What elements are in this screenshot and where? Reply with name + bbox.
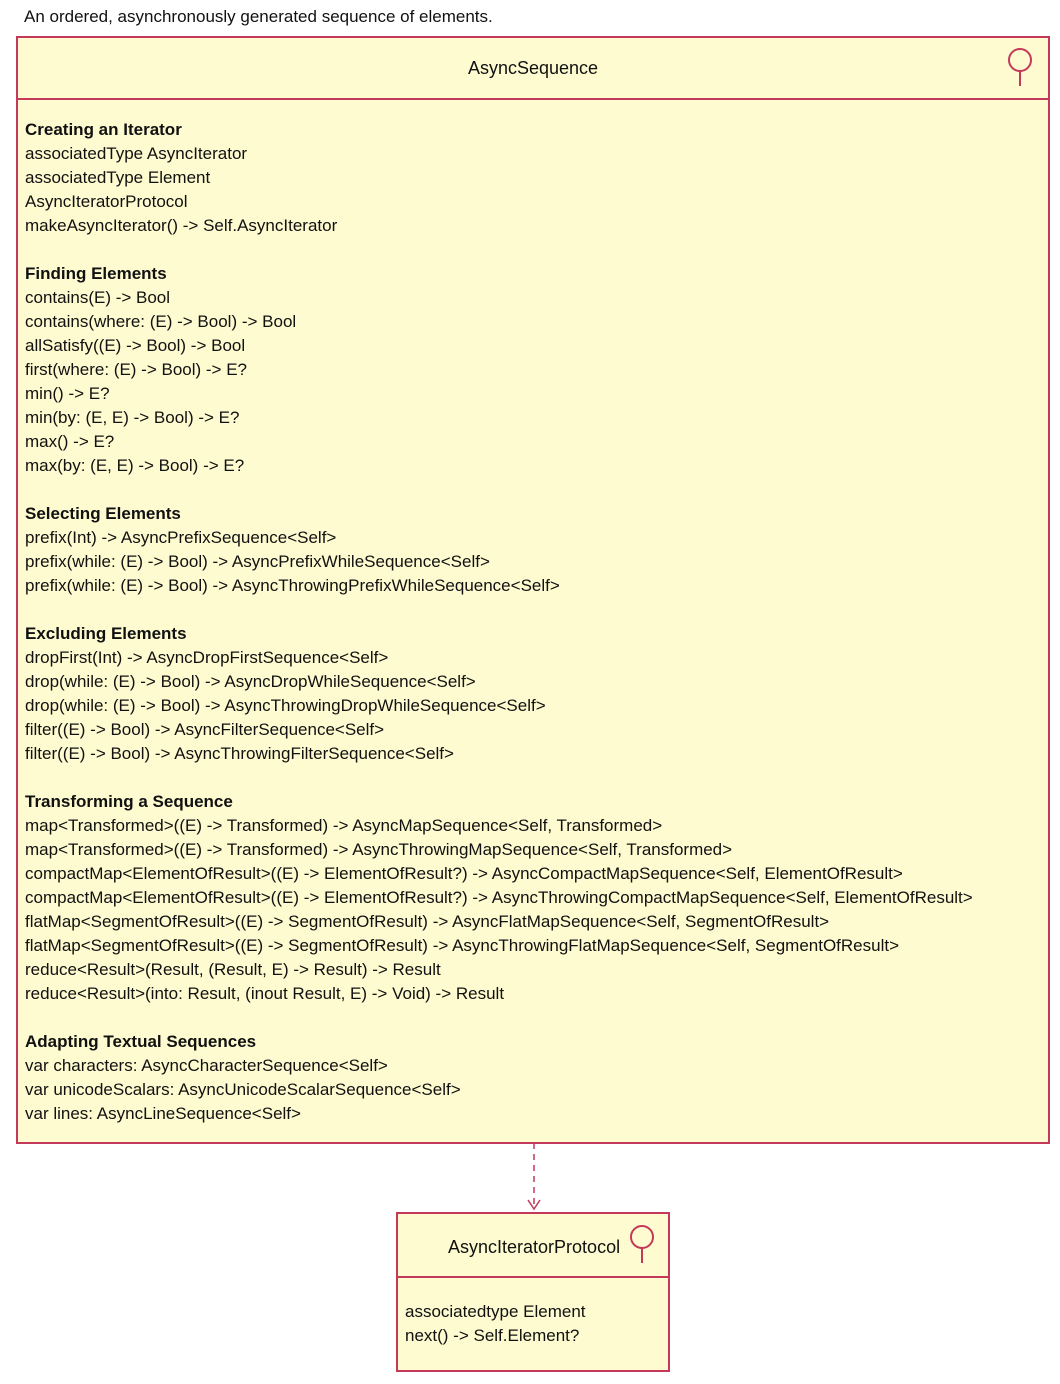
section-title: Transforming a Sequence — [25, 792, 233, 811]
member-line: filter((E) -> Bool) -> AsyncFilterSequence<Self> — [25, 720, 385, 739]
member-line: allSatisfy((E) -> Bool) -> Bool — [25, 336, 246, 355]
member-line: contains(where: (E) -> Bool) -> Bool — [25, 312, 297, 331]
member-line: max() -> E? — [25, 432, 115, 451]
diagram-caption: An ordered, asynchronously generated sequence of elements. — [24, 7, 493, 26]
member-line: dropFirst(Int) -> AsyncDropFirstSequence<Self> — [25, 648, 389, 667]
dependency-connector — [522, 1143, 546, 1213]
member-line: min() -> E? — [25, 384, 110, 403]
section-title: Adapting Textual Sequences — [25, 1032, 257, 1051]
section-title: Excluding Elements — [25, 624, 187, 643]
section-title: Finding Elements — [25, 264, 167, 283]
member-line: AsyncIteratorProtocol — [25, 192, 188, 211]
member-section — [25, 502, 1048, 598]
section-title: Creating an Iterator — [25, 120, 182, 139]
async-iterator-protocol-title: AsyncIteratorProtocol — [448, 1237, 621, 1257]
member-line: next() -> Self.Element? — [405, 1326, 580, 1345]
member-line: prefix(while: (E) -> Bool) -> AsyncThrowingPrefixWhileSequence<Self> — [25, 576, 560, 595]
member-line: var unicodeScalars: AsyncUnicodeScalarSequence<Self> — [25, 1080, 461, 1099]
async-iterator-protocol-header — [398, 1214, 668, 1278]
member-line: min(by: (E, E) -> Bool) -> E? — [25, 408, 240, 427]
member-section — [25, 1030, 1048, 1126]
member-line: makeAsyncIterator() -> Self.AsyncIterator — [25, 216, 338, 235]
member-line: var characters: AsyncCharacterSequence<Self> — [25, 1056, 388, 1075]
async-sequence-box — [16, 36, 1050, 1144]
member-section — [25, 262, 1048, 478]
interface-lollipop-icon — [628, 1225, 656, 1265]
member-line: map<Transformed>((E) -> Transformed) -> AsyncMapSequence<Self, Transformed> — [25, 816, 663, 835]
member-line: reduce<Result>(Result, (Result, E) -> Result) -> Result — [25, 960, 441, 979]
member-line: compactMap<ElementOfResult>((E) -> ElementOfResult?) -> AsyncThrowingCompactMapSequence<Self, ElementOfResult> — [25, 888, 973, 907]
member-line: filter((E) -> Bool) -> AsyncThrowingFilterSequence<Self> — [25, 744, 454, 763]
member-section — [25, 622, 1048, 766]
member-line: map<Transformed>((E) -> Transformed) -> AsyncThrowingMapSequence<Self, Transformed> — [25, 840, 733, 859]
member-line: associatedType Element — [25, 168, 211, 187]
member-line: compactMap<ElementOfResult>((E) -> ElementOfResult?) -> AsyncCompactMapSequence<Self, ElementOfResult> — [25, 864, 903, 883]
member-section — [25, 118, 1048, 238]
member-line: prefix(Int) -> AsyncPrefixSequence<Self> — [25, 528, 337, 547]
member-line: drop(while: (E) -> Bool) -> AsyncThrowingDropWhileSequence<Self> — [25, 696, 546, 715]
async-iterator-protocol-members — [398, 1278, 668, 1348]
section-title: Selecting Elements — [25, 504, 181, 523]
interface-lollipop-icon — [1006, 48, 1034, 88]
async-sequence-members — [18, 100, 1048, 1126]
async-iterator-protocol-box — [396, 1212, 670, 1372]
member-line: prefix(while: (E) -> Bool) -> AsyncPrefixWhileSequence<Self> — [25, 552, 490, 571]
member-line: contains(E) -> Bool — [25, 288, 171, 307]
member-line: reduce<Result>(into: Result, (inout Result, E) -> Void) -> Result — [25, 984, 505, 1003]
member-line: flatMap<SegmentOfResult>((E) -> SegmentOfResult) -> AsyncFlatMapSequence<Self, SegmentOfResult> — [25, 912, 830, 931]
member-line: first(where: (E) -> Bool) -> E? — [25, 360, 248, 379]
member-line: associatedtype Element — [405, 1302, 586, 1321]
member-section — [25, 790, 1048, 1006]
member-line: flatMap<SegmentOfResult>((E) -> SegmentOfResult) -> AsyncThrowingFlatMapSequence<Self, SegmentOfResult> — [25, 936, 900, 955]
async-sequence-header — [18, 38, 1048, 100]
member-line: drop(while: (E) -> Bool) -> AsyncDropWhileSequence<Self> — [25, 672, 476, 691]
async-sequence-title: AsyncSequence — [467, 58, 599, 78]
member-line: max(by: (E, E) -> Bool) -> E? — [25, 456, 245, 475]
member-line: var lines: AsyncLineSequence<Self> — [25, 1104, 301, 1123]
member-line: associatedType AsyncIterator — [25, 144, 248, 163]
